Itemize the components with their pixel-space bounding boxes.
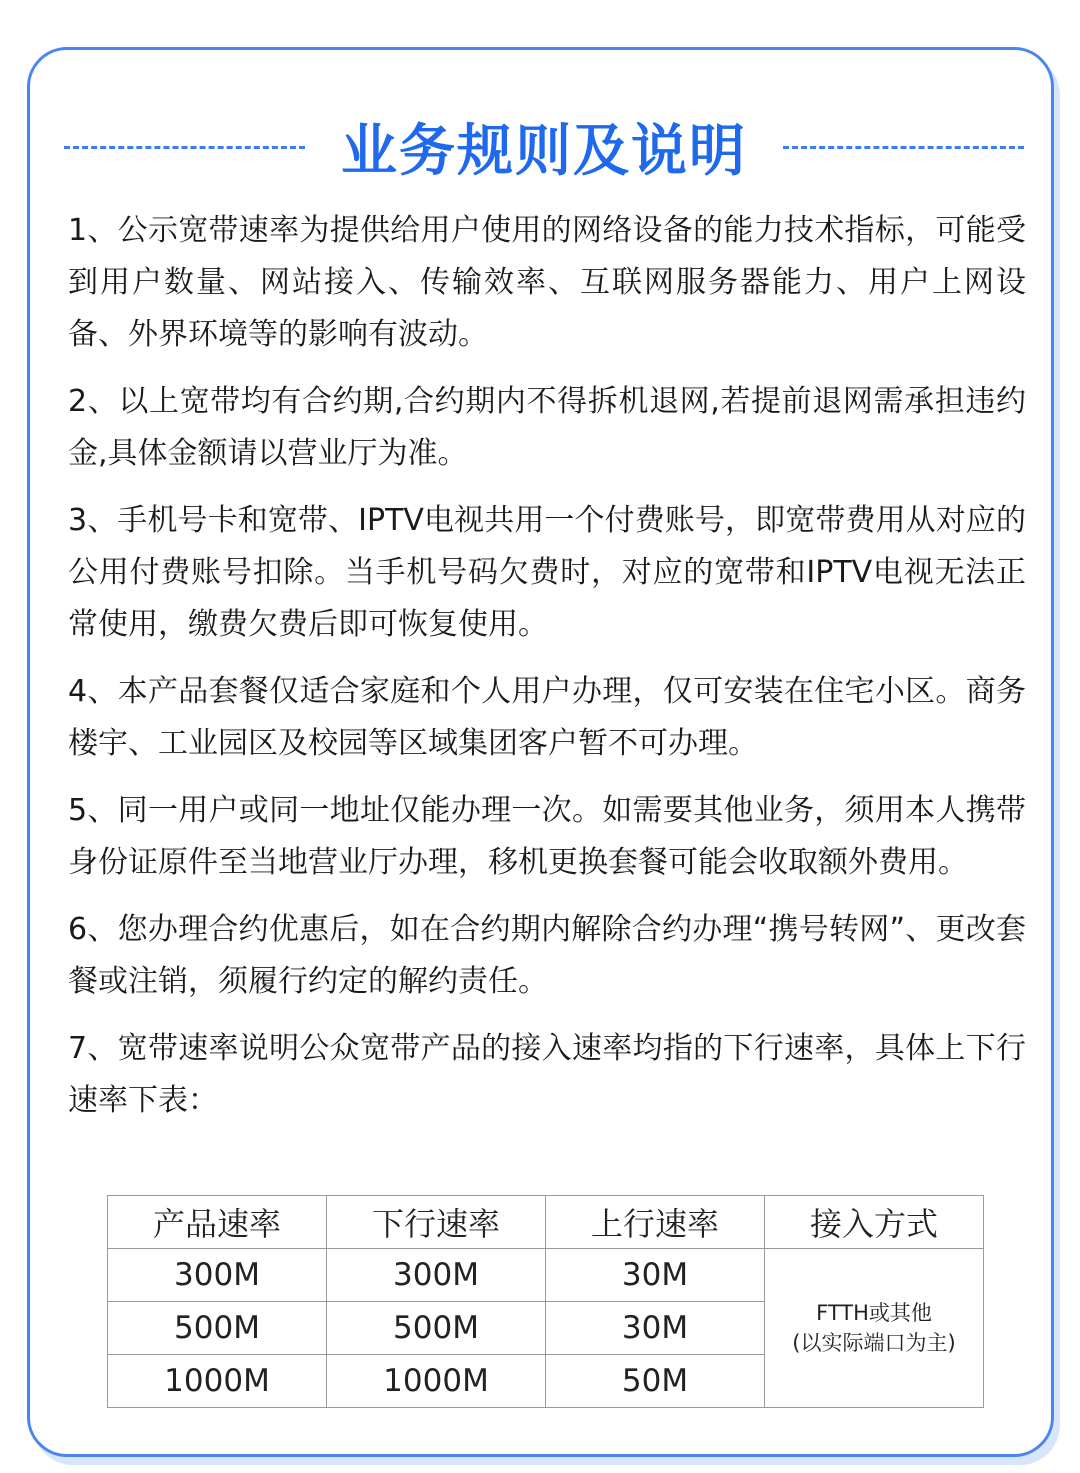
rule-item-3: 3、手机号卡和宽带、IPTV电视共用一个付费账号，即宽带费用从对应的公用付费账号扣除。当手机号码欠费时，对应的宽带和IPTV电视无法正常使用，缴费欠费后即可恢复使用。 xyxy=(68,503,1026,642)
page-title: 业务规则及说明 xyxy=(341,119,747,184)
left-dashed-divider xyxy=(64,146,305,149)
rate-table xyxy=(107,1195,984,1408)
access-method-line-1: FTTH或其他 xyxy=(816,1301,932,1325)
rule-item-4: 4、本产品套餐仅适合家庭和个人用户办理，仅可安装在住宅小区。商务楼宇、工业园区及校园等区域集团客户暂不可办理。 xyxy=(68,674,1026,761)
header-product-rate: 产品速率 xyxy=(108,1196,327,1249)
title-row xyxy=(64,112,1024,182)
rule-item-7: 7、宽带速率说明公众宽带产品的接入速率均指的下行速率，具体上下行速率下表： xyxy=(68,1031,1026,1118)
header-uplink-rate: 上行速率 xyxy=(546,1196,765,1249)
rule-item-1: 1、公示宽带速率为提供给用户使用的网络设备的能力技术指标，可能受到用户数量、网站接入、传输效率、互联网服务器能力、用户上网设备、外界环境等的影响有波动。 xyxy=(68,213,1026,352)
cell-access-method xyxy=(765,1249,984,1408)
rule-item-5: 5、同一用户或同一地址仅能办理一次。如需要其他业务，须用本人携带身份证原件至当地营业厅办理，移机更换套餐可能会收取额外费用。 xyxy=(68,793,1026,880)
cell-downlink-rate: 1000M xyxy=(327,1355,546,1408)
header-downlink-rate: 下行速率 xyxy=(327,1196,546,1249)
cell-uplink-rate: 30M xyxy=(546,1302,765,1355)
rule-item-2: 2、以上宽带均有合约期,合约期内不得拆机退网,若提前退网需承担违约金,具体金额请以营业厅为准。 xyxy=(68,384,1026,471)
rule-item-6: 6、您办理合约优惠后，如在合约期内解除合约办理“携号转网”、更改套餐或注销，须履行约定的解约责任。 xyxy=(68,912,1026,999)
header-access-method: 接入方式 xyxy=(765,1196,984,1249)
cell-product-rate: 500M xyxy=(108,1302,327,1355)
access-method-line-2: (以实际端口为主) xyxy=(792,1331,956,1355)
cell-downlink-rate: 500M xyxy=(327,1302,546,1355)
table-header-row xyxy=(108,1196,984,1249)
rules-list xyxy=(68,205,1026,1142)
cell-product-rate: 1000M xyxy=(108,1355,327,1408)
right-dashed-divider xyxy=(783,146,1024,149)
table-row xyxy=(108,1249,984,1302)
cell-uplink-rate: 50M xyxy=(546,1355,765,1408)
cell-downlink-rate: 300M xyxy=(327,1249,546,1302)
cell-uplink-rate: 30M xyxy=(546,1249,765,1302)
cell-product-rate: 300M xyxy=(108,1249,327,1302)
